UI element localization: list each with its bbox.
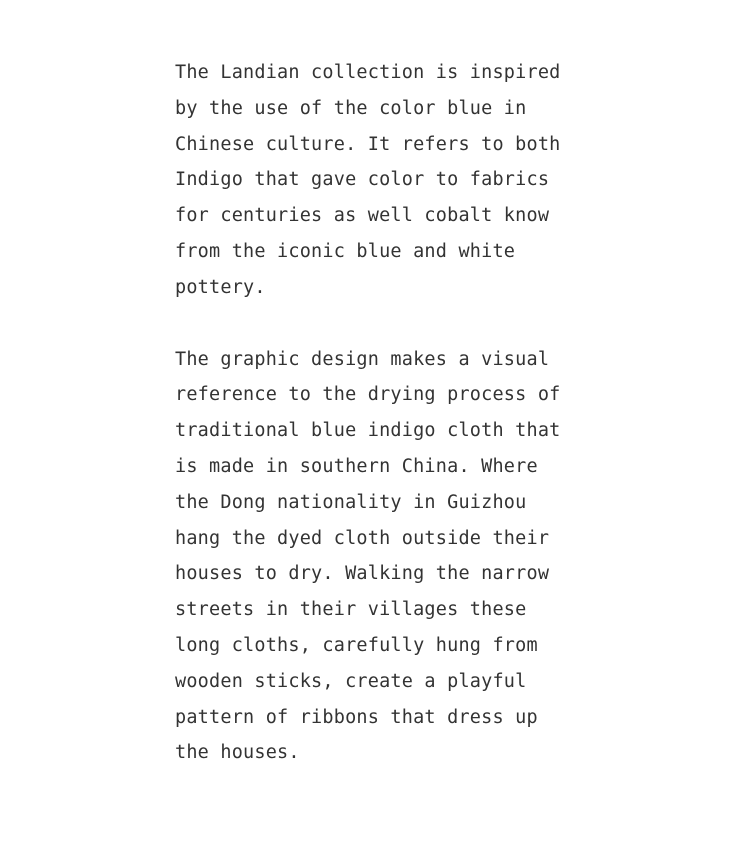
text-line: from the iconic blue and white xyxy=(175,240,516,262)
text-line: hang the dyed cloth outside their xyxy=(175,527,550,549)
text-line: streets in their villages these xyxy=(175,599,527,621)
paragraph-graphic-design xyxy=(175,342,561,772)
text-line: reference to the drying process of xyxy=(175,384,561,406)
paragraph-intro xyxy=(175,55,561,306)
text-line: pottery. xyxy=(175,276,266,298)
text-line: long cloths, carefully hung from xyxy=(175,634,538,656)
text-line: the houses. xyxy=(175,742,300,764)
text-line: houses to dry. Walking the narrow xyxy=(175,563,550,585)
text-line: Indigo that gave color to fabrics xyxy=(175,169,550,191)
text-line: the Dong nationality in Guizhou xyxy=(175,491,527,513)
text-line: pattern of ribbons that dress up xyxy=(175,706,538,728)
text-line: wooden sticks, create a playful xyxy=(175,670,527,692)
text-line: Chinese culture. It refers to both xyxy=(175,133,561,155)
text-line: The Landian collection is inspired xyxy=(175,62,561,83)
text-line: is made in southern China. Where xyxy=(175,455,538,477)
text-line: The graphic design makes a visual xyxy=(175,348,550,370)
text-line: by the use of the color blue in xyxy=(175,97,527,119)
article-body xyxy=(175,55,561,807)
text-line: for centuries as well cobalt know xyxy=(175,205,550,227)
text-line: traditional blue indigo cloth that xyxy=(175,420,561,442)
